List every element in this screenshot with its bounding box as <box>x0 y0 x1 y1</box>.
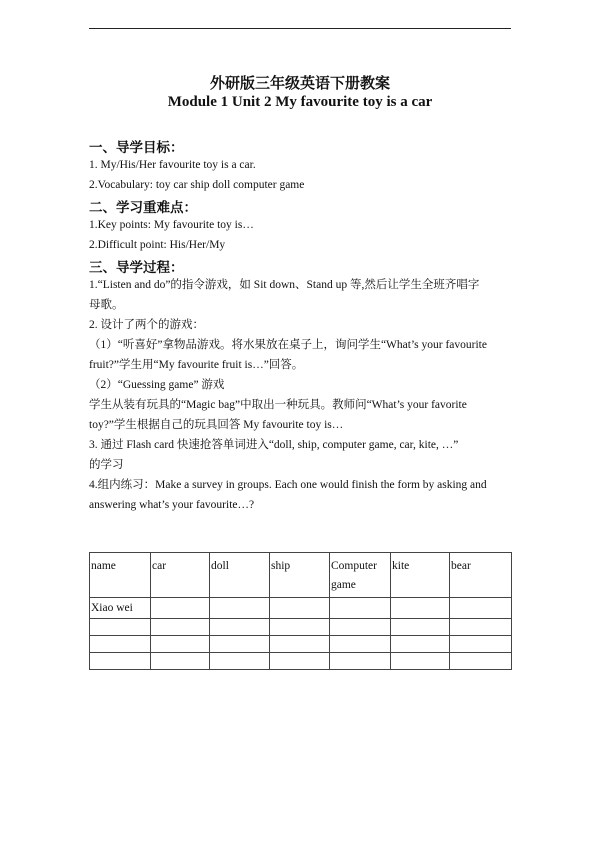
table-cell <box>210 598 270 619</box>
goal-line-1: 1. My/His/Her favourite toy is a car. <box>89 159 256 171</box>
process-line-6a: 3. 通过 Flash card 快速抢答单词进入“doll, ship, computer game, car, kite, …” <box>89 439 459 451</box>
table-cell <box>151 619 210 636</box>
table-cell <box>210 653 270 670</box>
section-heading-key-points: 二、学习重难点： <box>89 200 197 215</box>
table-cell <box>391 619 450 636</box>
table-row <box>90 619 512 636</box>
section-heading-process: 三、导学过程： <box>89 260 184 275</box>
process-line-7b: answering what’s your favourite…? <box>89 499 255 511</box>
table-row <box>90 598 512 619</box>
table-cell <box>270 598 330 619</box>
table-header-cell: ship <box>270 553 330 598</box>
table-cell <box>151 598 210 619</box>
table-cell: Xiao wei <box>90 598 151 619</box>
process-line-2: 2. 设计了两个的游戏： <box>89 319 204 331</box>
table-cell <box>391 653 450 670</box>
table-cell <box>90 636 151 653</box>
section-heading-goals: 一、导学目标： <box>89 140 184 155</box>
table-row <box>90 653 512 670</box>
table-cell <box>270 653 330 670</box>
table-cell <box>330 636 391 653</box>
process-line-1b: 母歌。 <box>89 299 124 311</box>
table-cell <box>151 636 210 653</box>
table-cell <box>210 636 270 653</box>
process-line-6b: 的学习 <box>89 459 124 471</box>
process-line-3b: fruit?”学生用“My favourite fruit is…”回答。 <box>89 359 304 371</box>
table-header-cell: kite <box>391 553 450 598</box>
process-line-7a: 4.组内练习：Make a survey in groups. Each one would finish the form by asking and <box>89 479 487 491</box>
process-line-5a: 学生从装有玩具的“Magic bag”中取出一种玩具。教师问“What’s your favorite <box>89 399 467 411</box>
process-line-4: （2）“Guessing game” 游戏 <box>89 379 225 391</box>
table-cell <box>450 653 512 670</box>
table-cell <box>210 619 270 636</box>
process-line-3a: （1）“听喜好”拿物品游戏。将水果放在桌子上，询问学生“What’s your favourite <box>89 339 487 351</box>
key-point-line-1: 1.Key points: My favourite toy is… <box>89 219 254 231</box>
table-row <box>90 636 512 653</box>
top-rule <box>89 28 511 29</box>
table-cell <box>330 653 391 670</box>
table-cell <box>330 619 391 636</box>
table-cell <box>450 619 512 636</box>
table-cell <box>391 598 450 619</box>
table-header-cell: name <box>90 553 151 598</box>
process-line-1a: 1.“Listen and do”的指令游戏，如 Sit down、Stand up 等,然后让学生全班齐唱字 <box>89 279 480 291</box>
table-cell <box>330 598 391 619</box>
table-header-cell: doll <box>210 553 270 598</box>
survey-table <box>89 552 512 670</box>
document-title-chinese: 外研版三年级英语下册教案 <box>209 76 390 92</box>
table-header-cell: bear <box>450 553 512 598</box>
table-header-cell: car <box>151 553 210 598</box>
table-header-cell: Computer game <box>330 553 391 598</box>
table-cell <box>151 653 210 670</box>
table-cell <box>90 619 151 636</box>
document-title-english: Module 1 Unit 2 My favourite toy is a car <box>167 94 433 110</box>
process-line-5b: toy?”学生根据自己的玩具回答 My favourite toy is… <box>89 419 344 431</box>
table-cell <box>270 636 330 653</box>
table-header-row <box>90 553 512 598</box>
table-cell <box>391 636 450 653</box>
table-cell <box>90 653 151 670</box>
table-cell <box>450 636 512 653</box>
key-point-line-2: 2.Difficult point: His/Her/My <box>89 239 226 251</box>
goal-line-2: 2.Vocabulary: toy car ship doll computer game <box>89 179 305 191</box>
table-cell <box>450 598 512 619</box>
table-cell <box>270 619 330 636</box>
